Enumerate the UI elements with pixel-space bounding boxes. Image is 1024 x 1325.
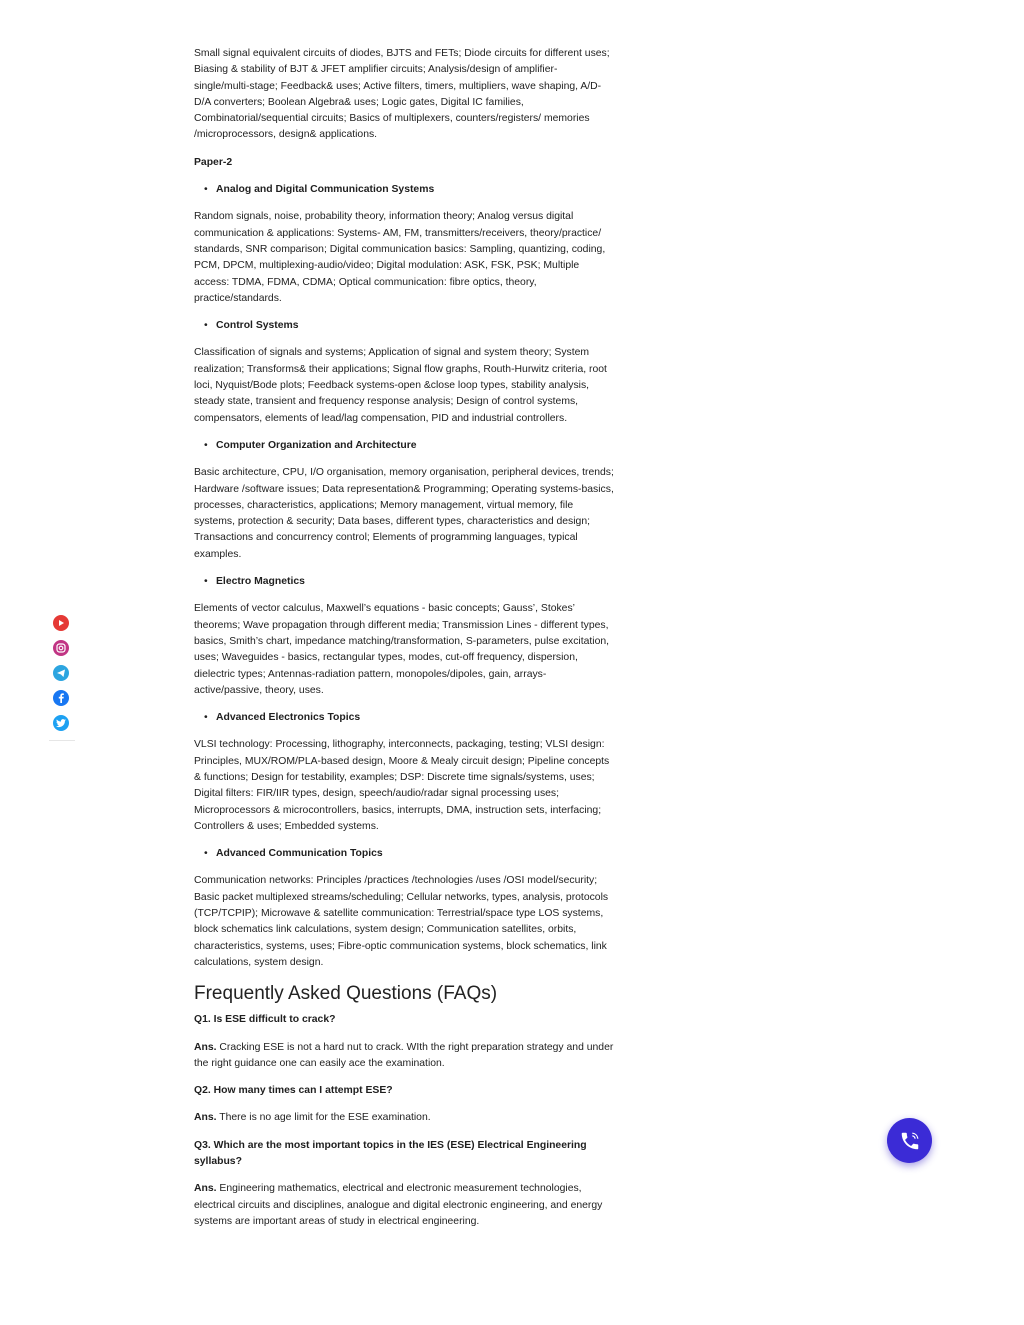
call-button[interactable] <box>887 1118 932 1163</box>
topic-title: • Advanced Electronics Topics <box>204 712 361 724</box>
faq-question: Q2. How many times can I attempt ESE? <box>194 1085 393 1097</box>
topic-body: Elements of vector calculus, Maxwell’s equations - basic concepts; Gauss’, Stokes’ theorems; Wave propagation through different media; Transmission Lines - different types, basics, Smith’s chart, impedance matching/transformation, S-parameters, pulse excitation, uses; Waveguides - basics, rectangular types, modes, cut-off frequency, dispersion, dielectric types; Antennas-radiation pattern, monopoles/dipoles, gain, arrays-active/passive, theory, uses. <box>194 603 610 696</box>
topic-title: • Analog and Digital Communication Systems <box>204 184 435 196</box>
paper-heading: Paper-2 <box>194 156 233 168</box>
social-links <box>53 615 71 741</box>
faq-question: Q1. Is ESE difficult to crack? <box>194 1014 336 1026</box>
topic-body: Communication networks: Principles /practices /technologies /uses /OSI model/security; Basic packet multiplexed streams/scheduling; Cellular networks, types, analysis, protocols (TCP/TCPIP); Microwave & satellite communication: Terrestrial/space type LOS systems, block schematics link calculations, system design; Communication satellites, orbits, characteristics, systems, uses; Fibre-optic communication systems, block schematics, link calculations, system design. <box>194 875 609 968</box>
faq-heading: Frequently Asked Questions (FAQs) <box>194 983 498 1005</box>
social-divider <box>49 740 75 741</box>
topic-body: Random signals, noise, probability theory, information theory; Analog versus digital communication & applications: Systems- AM, FM, transmitters/receivers, theory/practice/ standards, SNR comparison; Digital communication basics: Sampling, quantizing, coding, PCM, DPCM, multiplexing-audio/video; Digital modulation: ASK, FSK, PSK; Multiple access: TDMA, FDMA, CDMA; Optical communication: fibre optics, theory, practice/standards. <box>194 211 606 304</box>
faq-answer: Ans. There is no age limit for the ESE examination. <box>194 1112 431 1124</box>
article-content <box>194 46 614 1241</box>
phone-icon <box>899 1130 921 1152</box>
topic-title: • Computer Organization and Architecture <box>204 439 417 451</box>
topic-body: Classification of signals and systems; Application of signal and system theory; System realization; Transforms& their applications; Signal flow graphs, Routh-Hurwitz criteria, root loci, Nyquist/Bode plots; Feedback systems-open &close loop types, stability analysis, steady state, transient and frequency response analysis; Design of control systems, compensators, elements of lead/lag compensation, PID and industrial controllers. <box>194 347 607 424</box>
telegram-icon[interactable] <box>53 665 69 681</box>
facebook-icon[interactable] <box>53 690 69 706</box>
topic-title: • Control Systems <box>204 320 299 332</box>
topic-body: VLSI technology: Processing, lithography, interconnects, packaging, testing; VLSI design: Principles, MUX/ROM/PLA-based design, Moore & Mealy circuit design; Pipeline concepts & functions; Design for testability, examples; DSP: Discrete time signals/systems, uses; Digital filters: FIR/IIR types, design, speech/audio/radar signal processing uses; Microprocessors & microcontrollers, basics, interrupts, DMA, instruction sets, interfacing; Controllers & uses; Embedded systems. <box>194 739 610 832</box>
faq-question: Q3. Which are the most important topics in the IES (ESE) Electrical Engineering syllabus? <box>194 1139 587 1168</box>
twitter-icon[interactable] <box>53 715 69 731</box>
youtube-icon[interactable] <box>53 615 69 631</box>
instagram-icon[interactable] <box>53 640 69 656</box>
topic-title: • Advanced Communication Topics <box>204 848 383 860</box>
faq-answer: Ans. Cracking ESE is not a hard nut to crack. WIth the right preparation strategy and under the right guidance one can easily ace the examination. <box>194 1041 614 1069</box>
topic-title: • Electro Magnetics <box>204 576 305 588</box>
faq-answer: Ans. Engineering mathematics, electrical and electronic measurement technologies, electrical circuits and disciplines, analogue and digital electronic engineering, and energy systems are important areas of study in electrical engineering. <box>194 1183 603 1227</box>
intro-paragraph: Small signal equivalent circuits of diodes, BJTS and FETs; Diode circuits for different uses; Biasing & stability of BJT & JFET amplifier circuits; Analysis/design of amplifier- single/multi-stage; Feedback& uses; Active filters, timers, multipliers, wave shaping, A/D-D/A converters; Boolean Algebra& uses; Logic gates, Digital IC families, Combinatorial/sequential circuits; Basics of multiplexers, counters/registers/ memories /microprocessors, design& applications. <box>194 48 610 141</box>
topic-body: Basic architecture, CPU, I/O organisation, memory organisation, peripheral devices, trends; Hardware /software issues; Data representation& Programming; Operating systems-basics, processes, characteristics, applications; Memory management, virtual memory, file systems, protection & security; Data bases, different types, characteristics and design; Transactions and concurrency control; Elements of programming languages, typical examples. <box>194 467 614 560</box>
